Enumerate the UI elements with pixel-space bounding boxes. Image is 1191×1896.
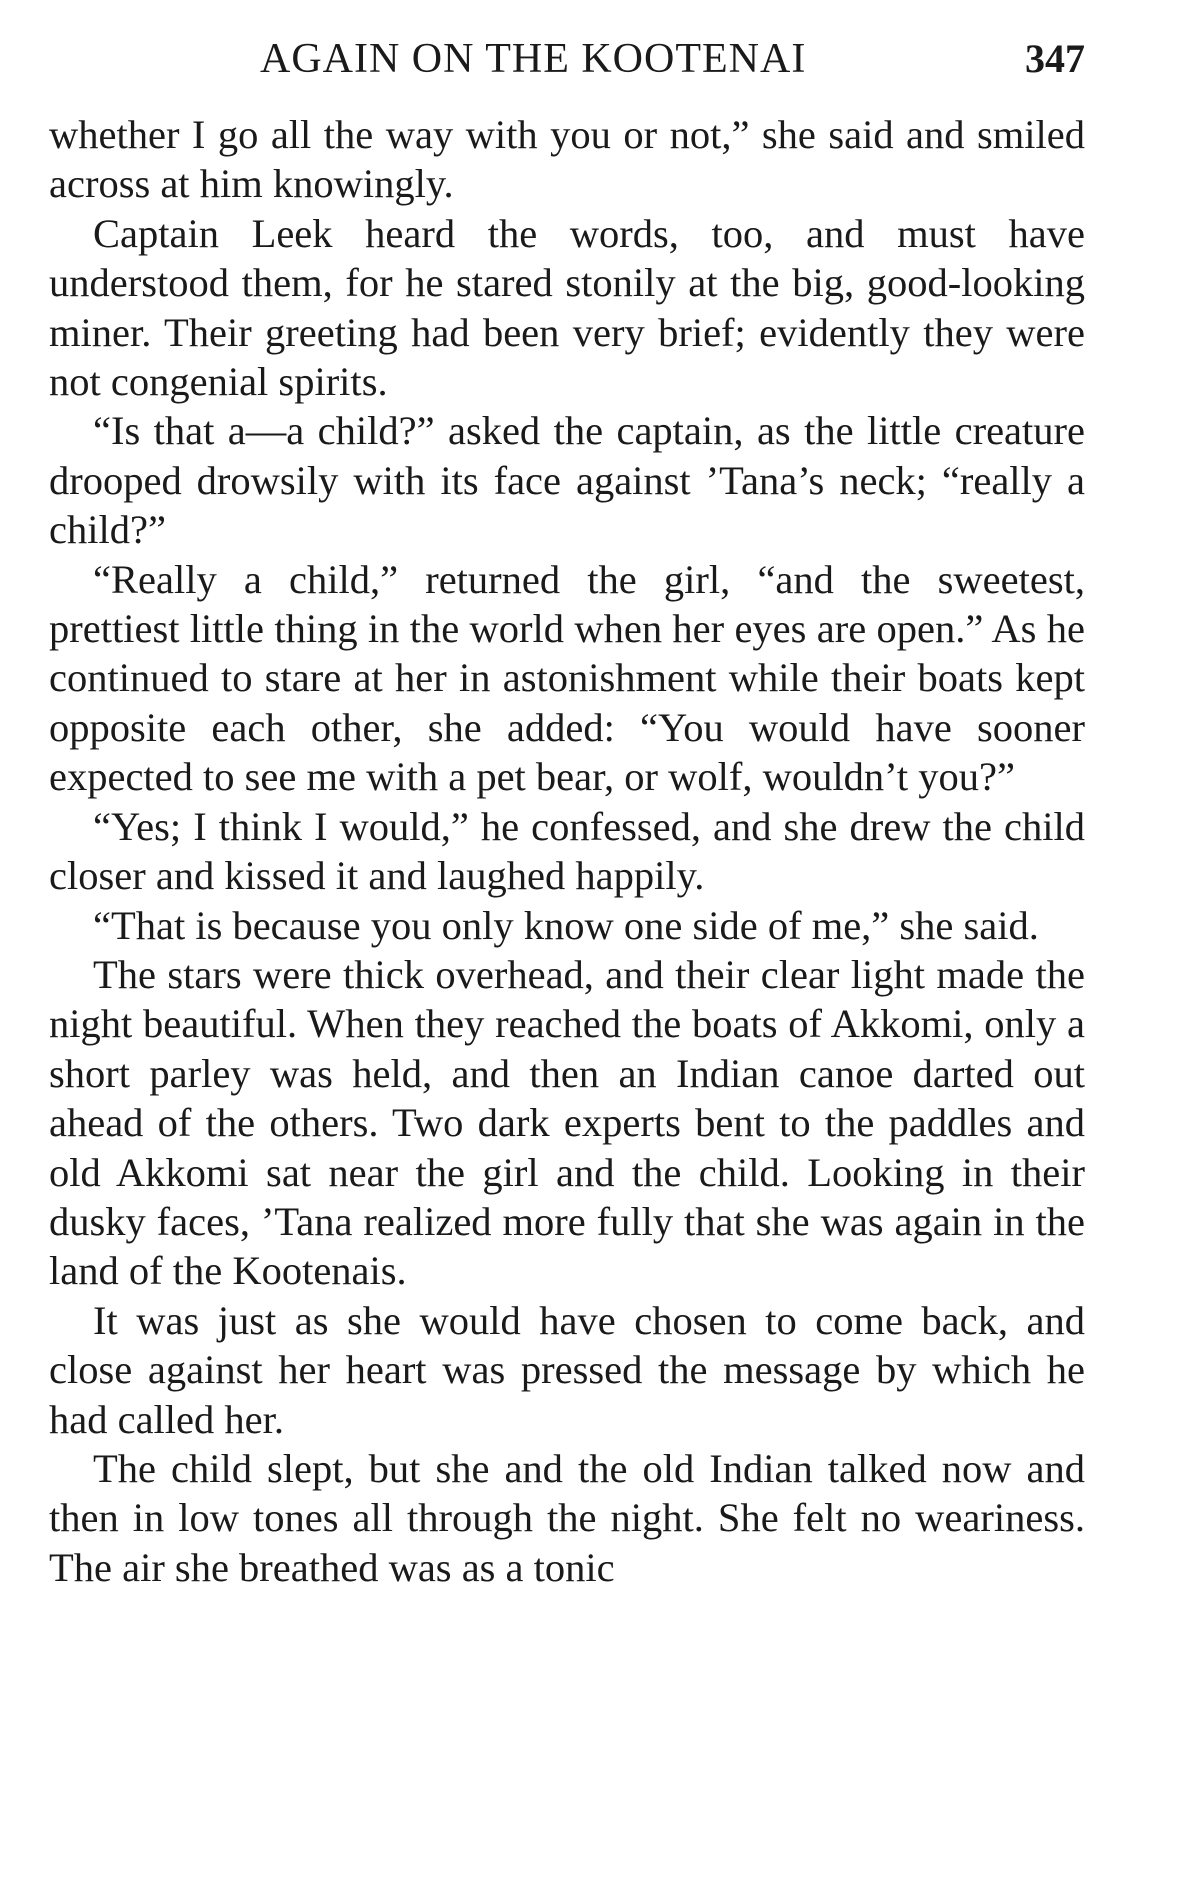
running-title: AGAIN ON THE KOOTENAI [260, 36, 807, 82]
paragraph: “That is because you only know one side of me,” she said. [93, 902, 1039, 948]
running-head [49, 34, 1085, 84]
paragraph: Captain Leek heard the words, too, and must have understood them, for he stared stonily at the big, good-looking miner. Their greeting had been very brief; evidently they were not congenial spirits. [49, 210, 1085, 405]
paragraph: “Is that a—a child?” asked the captain, as the little creature drooped drowsily with its face against ’Tana’s neck; “really a child?” [49, 408, 1085, 553]
paragraph: The child slept, but she and the old Indian talked now and then in low tones all through the night. She felt no weariness. The air she breathed was as a tonic [49, 1445, 1085, 1590]
paragraph: The stars were thick overhead, and their clear light made the night beautiful. When they reached the boats of Akkomi, only a short parley was held, and then an Indian canoe darted out ahead of the others. Two dark experts bent to the paddles and old Akkomi sat near the girl and the child. Looking in their dusky faces, ’Tana realized more fully that she was again in the land of the Kootenais. [49, 951, 1085, 1294]
paragraph-continued: whether I go all the way with you or not,” she said and smiled across at him knowingly. [49, 112, 1085, 207]
page-number: 347 [1025, 36, 1085, 81]
paragraph: “Really a child,” returned the girl, “and the sweetest, prettiest little thing in the world when her eyes are open.” As he continued to stare at her in astonishment while their boats kept opposite each other, she added: “You would have sooner expected to see me with a pet bear, or wolf, wouldn’t you?” [49, 556, 1085, 800]
body-text [49, 110, 1085, 1592]
paragraph: “Yes; I think I would,” he confessed, and she drew the child closer and kissed it and laughed happily. [49, 803, 1085, 899]
paragraph: It was just as she would have chosen to come back, and close against her heart was pressed the message by which he had called her. [49, 1297, 1085, 1442]
